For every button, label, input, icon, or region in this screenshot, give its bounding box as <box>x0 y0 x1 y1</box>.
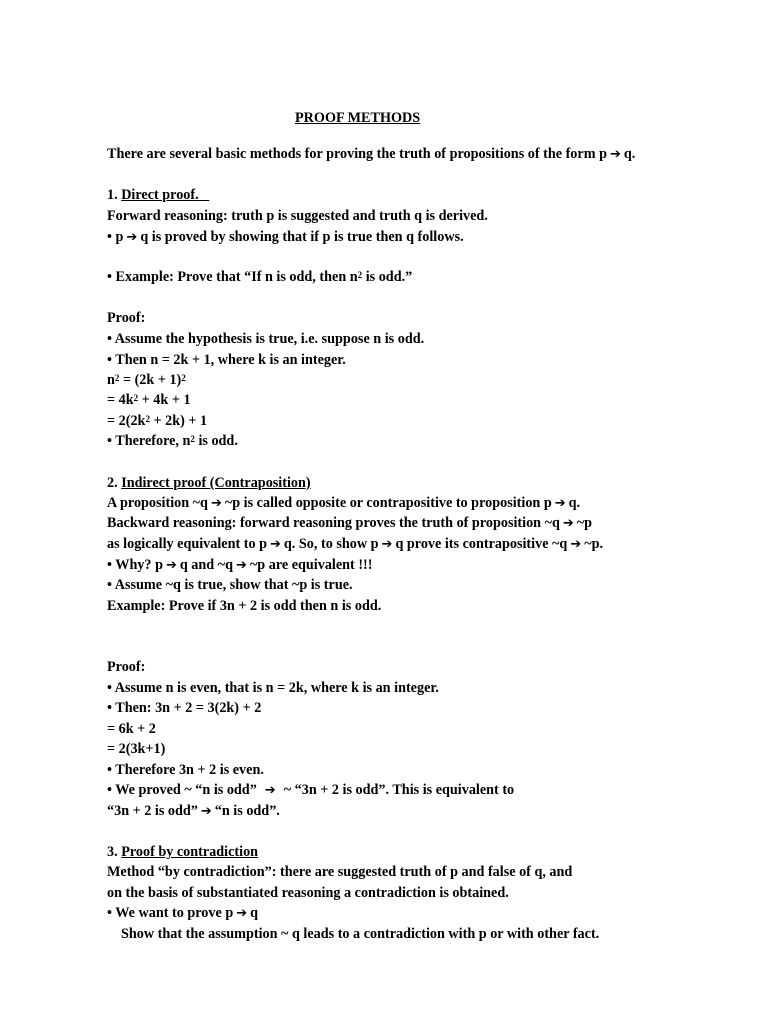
s2-proof-step-4: = 2(3k+1) <box>107 741 166 757</box>
arrow-icon: ➔ <box>609 147 621 162</box>
text: • Example: Prove that “If n is odd, then n <box>107 269 358 285</box>
s1-proof-step-3 <box>107 371 186 389</box>
arrow-icon: ➔ <box>554 496 566 511</box>
s2-proof-step-2: • Then: 3n + 2 = 3(2k) + 2 <box>107 700 262 716</box>
section-1-heading <box>107 186 209 204</box>
arrow-icon: ➔ <box>270 537 281 552</box>
s2-proof-step-7 <box>107 802 280 821</box>
superscript: 2 <box>145 414 150 424</box>
text: = 2(2k <box>107 413 146 429</box>
s2-proof-step-3: = 6k + 2 <box>107 721 156 737</box>
arrow-icon: ➔ <box>210 496 222 511</box>
s3-line-4: Show that the assumption ~ q leads to a contradiction with p or with other fact. <box>121 926 600 942</box>
section-number: 2. <box>107 475 118 491</box>
superscript: 2 <box>114 373 120 383</box>
section-title: Proof by contradiction <box>121 844 259 860</box>
text: q prove its contrapositive ~q <box>395 536 568 552</box>
text: q is proved by showing that if p is true then q follows. <box>140 229 464 245</box>
s1-proof-step-1: • Assume the hypothesis is true, i.e. suppose n is odd. <box>107 331 425 347</box>
intro-line <box>107 145 635 164</box>
s3-line-3 <box>107 904 258 923</box>
text: is odd. <box>194 433 238 449</box>
text: • We want to prove p <box>107 905 234 921</box>
s2-line-2 <box>107 514 592 533</box>
text: q. <box>568 495 581 511</box>
text: • We proved ~ “n is odd” <box>107 782 257 798</box>
text: q and ~q <box>179 557 234 573</box>
arrow-icon: ➔ <box>165 558 177 573</box>
section-number: 1. <box>107 187 118 203</box>
superscript: 2 <box>133 393 139 403</box>
text: is odd.” <box>362 269 413 285</box>
s2-example: Example: Prove if 3n + 2 is odd then n is odd. <box>107 598 382 614</box>
s3-line-2: on the basis of substantiated reasoning a contradiction is obtained. <box>107 885 509 901</box>
text: q <box>250 905 259 921</box>
arrow-icon: ➔ <box>236 558 247 573</box>
s2-line-1 <box>107 494 580 513</box>
s2-line-4 <box>107 556 373 575</box>
text: • Therefore, n <box>107 433 191 449</box>
text: ~p <box>576 515 593 531</box>
text: A proposition ~q <box>107 495 208 511</box>
section-number: 3. <box>107 844 118 860</box>
s2-proof-step-5: • Therefore 3n + 2 is even. <box>107 762 264 778</box>
s2-proof-step-1: • Assume n is even, that is n = 2k, where k is an integer. <box>107 680 439 696</box>
text: “n is odd”. <box>214 803 280 819</box>
page-title: PROOF METHODS <box>295 110 421 126</box>
text: q. So, to show p <box>283 536 379 552</box>
section-2-heading <box>107 474 311 492</box>
superscript: 2 <box>190 434 195 444</box>
arrow-icon: ➔ <box>381 537 393 552</box>
arrow-icon: ➔ <box>264 783 276 798</box>
section-title: Indirect proof (Contraposition) <box>121 475 311 491</box>
text: ~ “3n + 2 is odd”. This is equivalent to <box>283 782 515 798</box>
text: Backward reasoning: forward reasoning proves the truth of proposition ~q <box>107 515 560 531</box>
arrow-icon: ➔ <box>126 230 138 245</box>
s1-proof-step-2: • Then n = 2k + 1, where k is an integer. <box>107 352 346 368</box>
s1-proof-step-4 <box>107 391 191 409</box>
s1-proof-label: Proof: <box>107 310 146 326</box>
s2-line-5: • Assume ~q is true, show that ~p is true. <box>107 577 353 593</box>
s1-proof-step-5 <box>107 412 207 430</box>
intro-text: There are several basic methods for proving the truth of propositions of the form p <box>107 146 607 162</box>
superscript: 2 <box>181 373 186 383</box>
text: + 4k + 1 <box>138 392 191 408</box>
arrow-icon: ➔ <box>570 537 582 552</box>
arrow-icon: ➔ <box>562 516 574 531</box>
text: “3n + 2 is odd” <box>107 803 198 819</box>
section-3-heading <box>107 843 258 861</box>
s2-line-3 <box>107 535 603 554</box>
text: = (2k + 1) <box>119 372 182 388</box>
s1-example <box>107 268 412 286</box>
text: + 2k) + 1 <box>149 413 208 429</box>
intro-text-end: q. <box>623 146 636 162</box>
text: • p <box>107 229 124 245</box>
s1-line-1: Forward reasoning: truth p is suggested and truth q is derived. <box>107 208 488 224</box>
text: as logically equivalent to p <box>107 536 268 552</box>
s2-proof-step-6 <box>107 781 514 800</box>
superscript: 2 <box>357 270 363 280</box>
text: • Why? p <box>107 557 163 573</box>
arrow-icon: ➔ <box>200 804 212 819</box>
s2-proof-label: Proof: <box>107 659 146 675</box>
s3-line-1: Method “by contradiction”: there are suggested truth of p and false of q, and <box>107 864 573 880</box>
text: ~p is called opposite or contrapositive to proposition p <box>224 495 552 511</box>
s1-line-2 <box>107 228 464 247</box>
text: ~p are equivalent !!! <box>249 557 373 573</box>
text: ~p. <box>584 536 604 552</box>
section-title: Direct proof. <box>121 187 199 203</box>
s1-proof-conclusion <box>107 432 238 450</box>
arrow-icon: ➔ <box>236 906 248 921</box>
text: = 4k <box>107 392 134 408</box>
text: n <box>107 372 115 388</box>
